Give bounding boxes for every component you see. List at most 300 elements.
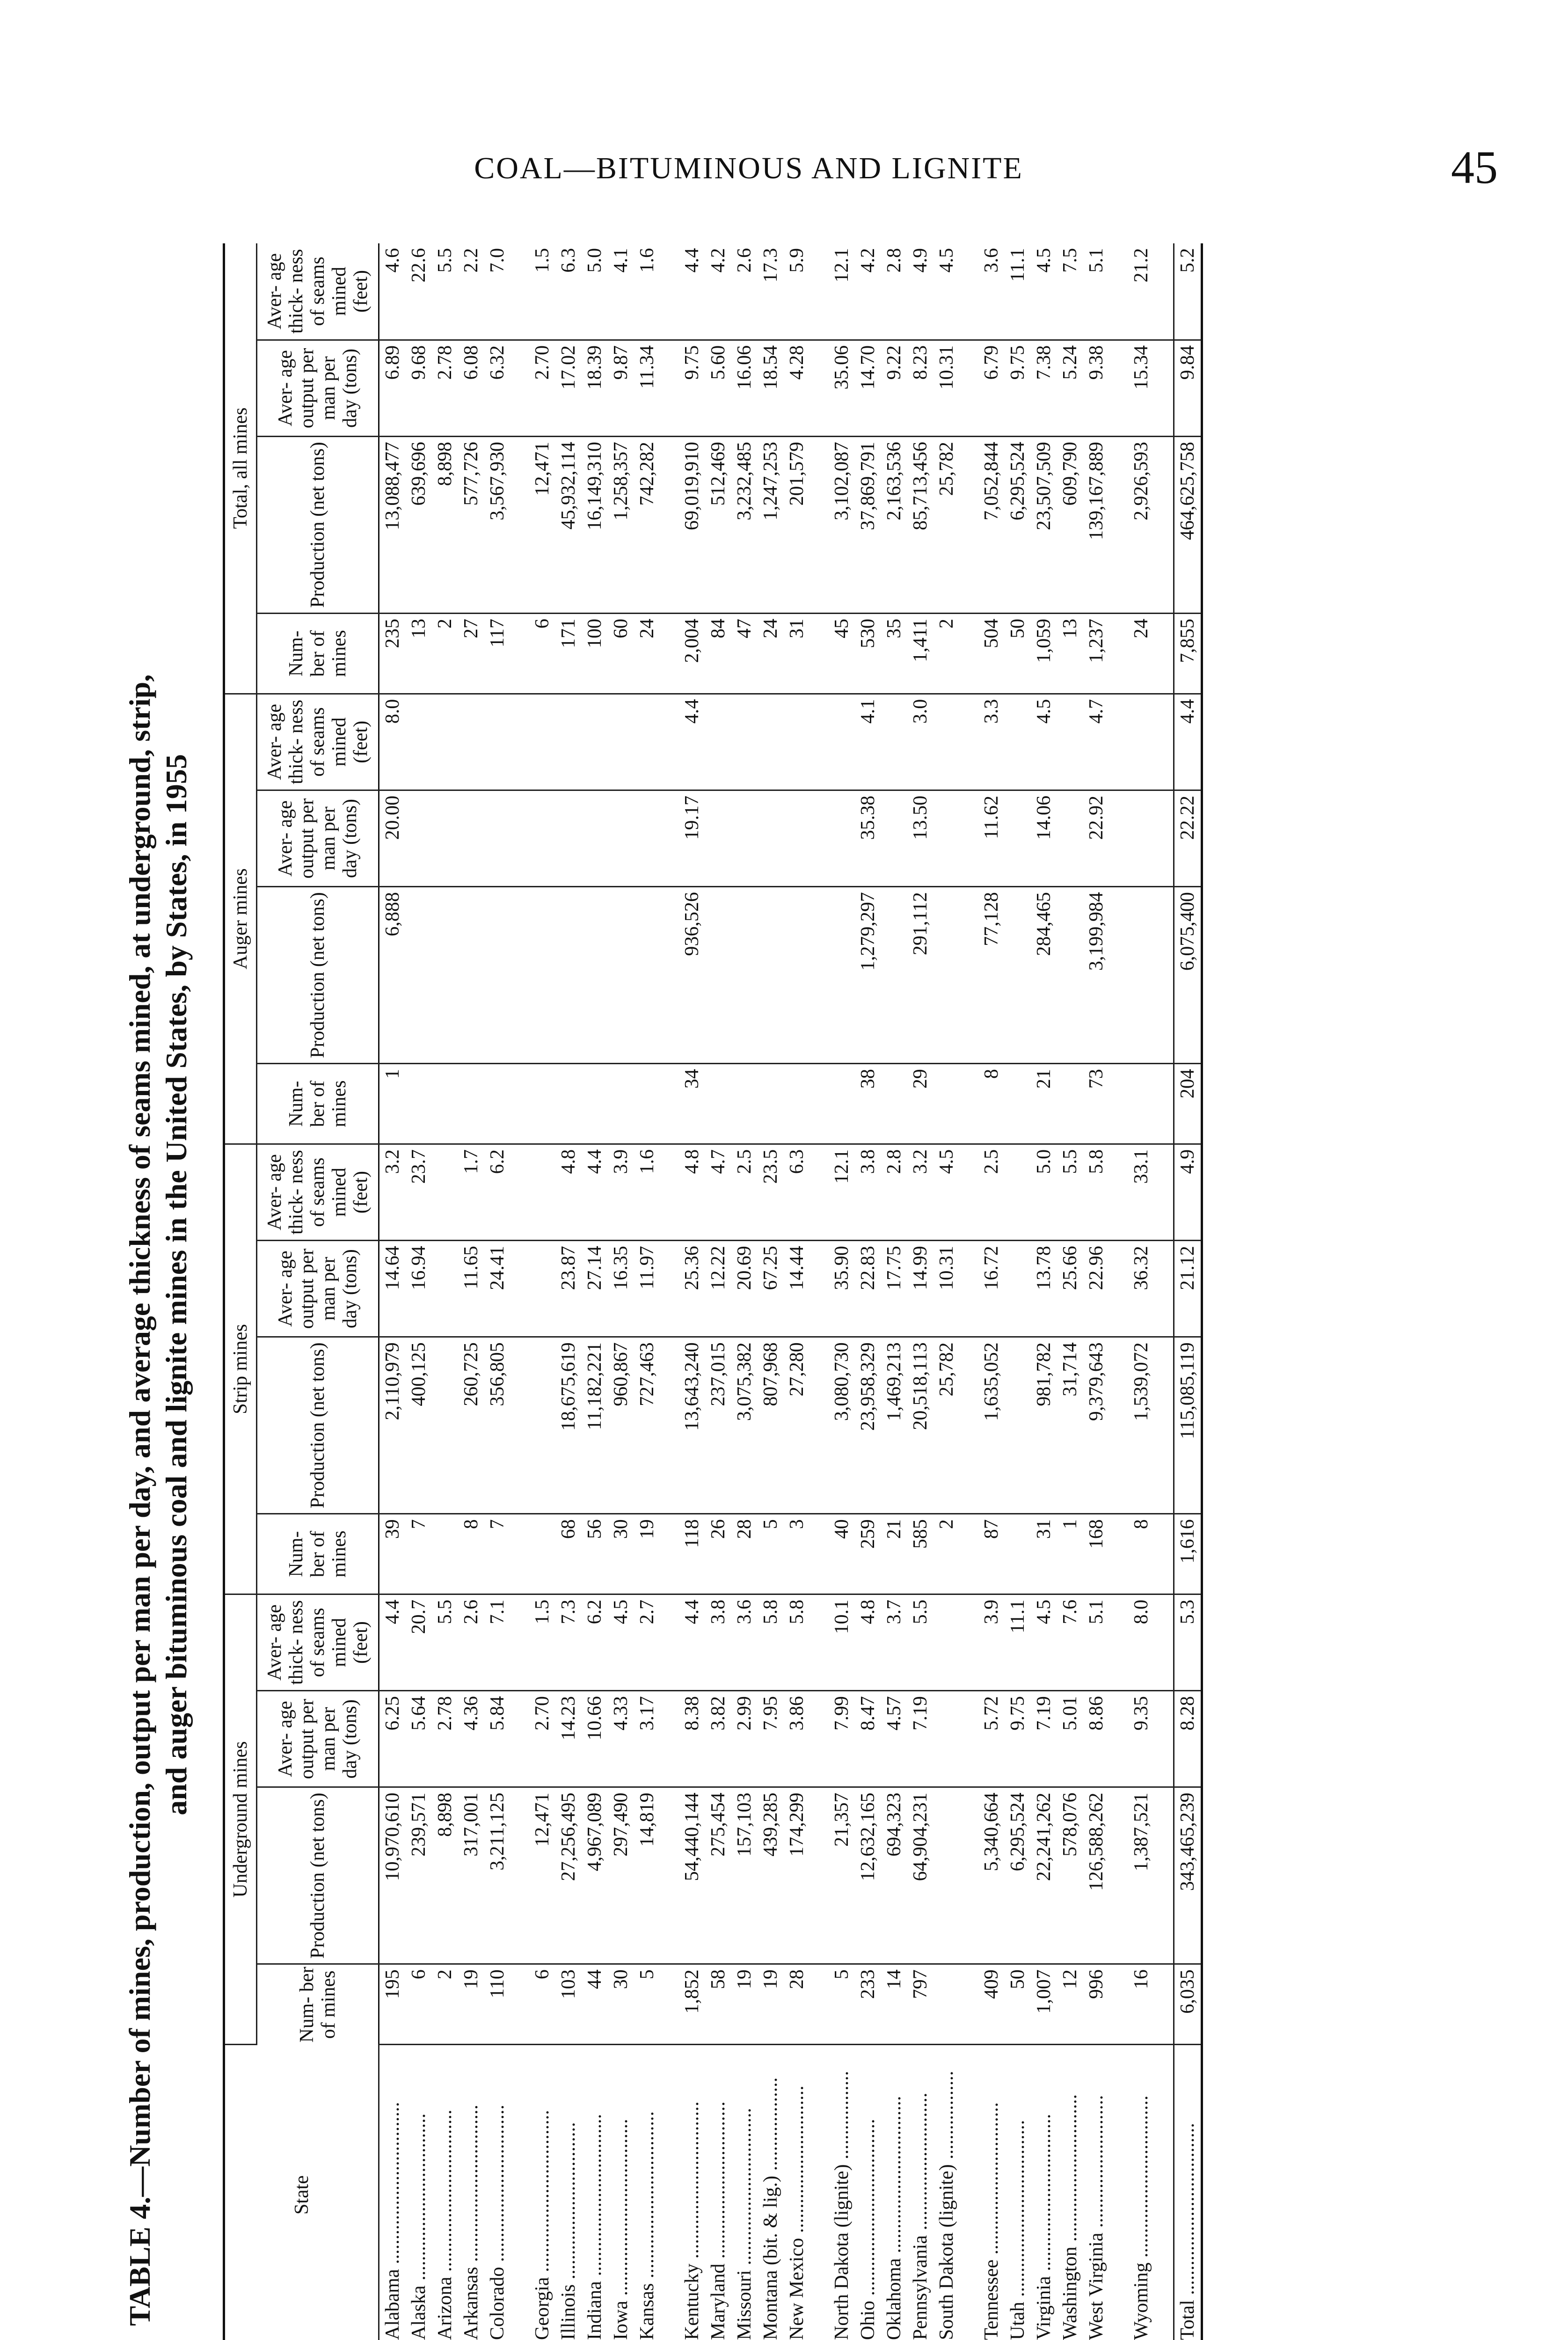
empty-cell: [660, 1241, 679, 1337]
underground-output-per-man-day-header: Aver- age output per man per day (tons): [257, 1691, 379, 1787]
total-number-of-mines-cell: 13: [1057, 613, 1083, 694]
total-seam-thickness-cell: 7.5: [1057, 243, 1083, 340]
underground-output-per-man-day-cell: 10.66: [582, 1691, 608, 1787]
empty-cell: [810, 243, 829, 340]
underground-production-cell: 1,387,521: [1128, 1787, 1154, 1964]
strip-production-cell: [529, 1337, 555, 1514]
total-production-cell: 2,926,593: [1128, 437, 1154, 614]
strip-production-cell: 23,958,329: [855, 1337, 881, 1514]
empty-cell: [1109, 437, 1128, 614]
total-number-of-mines-cell: 100: [582, 613, 608, 694]
empty-cell: [511, 1964, 529, 2045]
auger-production-cell: [731, 887, 758, 1064]
auger-number-of-mines-cell: [555, 1064, 582, 1144]
strip-production-cell: 25,782: [934, 1337, 960, 1514]
empty-cell: [511, 1064, 529, 1144]
state-name-cell: Montana (bit. & lig.) ...................: [760, 2077, 781, 2340]
total-output-per-man-day-cell: 11.34: [634, 340, 660, 436]
empty-cell: [660, 1514, 679, 1594]
auger-production-cell: [406, 887, 432, 1064]
auger-output-per-man-day-cell: [784, 790, 810, 886]
empty-cell: [1154, 887, 1174, 1064]
underground-output-per-man-day-cell: 4.36: [458, 1691, 484, 1787]
total-production-cell: 512,469: [705, 437, 731, 614]
auger-number-of-mines-cell: [529, 1064, 555, 1144]
state-name-cell: Oklahoma ................................: [883, 2096, 905, 2340]
underground-production-cell: 578,076: [1057, 1787, 1083, 1964]
empty-cell: [1154, 613, 1174, 694]
underground-number-of-mines-cell: 12: [1057, 1964, 1083, 2045]
total-number-of-mines-cell: 50: [1005, 613, 1031, 694]
total-seam-thickness-cell: 2.6: [731, 243, 758, 340]
empty-cell: [1154, 1241, 1174, 1337]
underground-production-cell: 10,970,610: [379, 1787, 406, 1964]
underground-seam-thickness-cell: 2.7: [634, 1594, 660, 1691]
rotated-table-block: [122, 243, 1479, 2340]
strip-output-per-man-day-cell: 27.14: [582, 1241, 608, 1337]
empty-cell: [1154, 437, 1174, 614]
empty-cell: [1154, 243, 1174, 340]
underground-number-of-mines-cell: 19: [758, 1964, 784, 2045]
underground-seam-thickness-cell: 8.0: [1128, 1594, 1154, 1691]
table-row: [978, 243, 1005, 2340]
empty-cell: [1154, 1964, 1174, 2045]
underground-output-per-man-day-cell: 4.57: [881, 1691, 907, 1787]
underground-seam-thickness-cell: 7.6: [1057, 1594, 1083, 1691]
auger-seam-thickness-cell: [1057, 694, 1083, 790]
underground-number-of-mines-cell: 996: [1083, 1964, 1109, 2045]
total-number-of-mines-cell: 2: [432, 613, 458, 694]
underground-output-per-man-day-cell: 7.95: [758, 1691, 784, 1787]
empty-cell: [960, 1594, 978, 1691]
strip-production-cell: 9,379,643: [1083, 1337, 1109, 1514]
state-name-cell: Colorado ................................: [487, 2105, 508, 2340]
underground-seam-thickness-cell: 5.5: [907, 1594, 934, 1691]
strip-output-per-man-day-cell: 16.94: [406, 1241, 432, 1337]
auger-production-cell: [881, 887, 907, 1064]
underground-seam-thickness-cell: 1.5: [529, 1594, 555, 1691]
total-output-per-man-day-cell: 9.68: [406, 340, 432, 436]
underground-seam-thickness-cell: 5.3: [1174, 1594, 1202, 1691]
empty-cell: [960, 1144, 978, 1240]
auger-production-cell: [432, 887, 458, 1064]
underground-number-of-mines-cell: 233: [855, 1964, 881, 2045]
auger-number-of-mines-header: Num- ber of mines: [257, 1064, 379, 1144]
total-number-of-mines-cell: 235: [379, 613, 406, 694]
state-name-cell: Missouri ................................: [734, 2108, 755, 2340]
empty-cell: [1109, 887, 1128, 1064]
total-production-cell: 69,019,910: [679, 437, 705, 614]
empty-cell: [511, 1514, 529, 1594]
total-seam-thickness-cell: 12.1: [829, 243, 855, 340]
underground-output-per-man-day-cell: 8.86: [1083, 1691, 1109, 1787]
state-name-cell: Wyoming .................................: [1130, 2095, 1152, 2340]
strip-output-per-man-day-cell: 24.41: [484, 1241, 511, 1337]
strip-output-per-man-day-cell: 23.87: [555, 1241, 582, 1337]
total-number-of-mines-cell: 504: [978, 613, 1005, 694]
underground-seam-thickness-cell: [934, 1594, 960, 1691]
total-output-per-man-day-cell: 8.23: [907, 340, 934, 436]
table-row: [379, 243, 406, 2340]
auger-number-of-mines-cell: 8: [978, 1064, 1005, 1144]
empty-cell: [810, 340, 829, 436]
auger-seam-thickness-cell: [934, 694, 960, 790]
auger-number-of-mines-cell: [608, 1064, 634, 1144]
auger-output-per-man-day-cell: [608, 790, 634, 886]
empty-cell: [660, 2045, 679, 2340]
strip-production-cell: 1,539,072: [1128, 1337, 1154, 1514]
empty-cell: [960, 790, 978, 886]
auger-production-cell: 77,128: [978, 887, 1005, 1064]
table-row: [1128, 243, 1154, 2340]
table-row: [881, 243, 907, 2340]
underground-production-cell: 126,588,262: [1083, 1787, 1109, 1964]
strip-production-cell: 1,469,213: [881, 1337, 907, 1514]
underground-seam-thickness-cell: 4.4: [679, 1594, 705, 1691]
auger-output-per-man-day-cell: 22.92: [1083, 790, 1109, 886]
auger-seam-thickness-cell: [731, 694, 758, 790]
state-name-cell: Virginia ................................: [1033, 2113, 1055, 2340]
total-production-cell: 3,232,485: [731, 437, 758, 614]
strip-output-per-man-day-cell: 67.25: [758, 1241, 784, 1337]
strip-seam-thickness-header: Aver- age thick- ness of seams mined (feet): [257, 1144, 379, 1240]
total-production-cell: 2,163,536: [881, 437, 907, 614]
strip-production-cell: 18,675,619: [555, 1337, 582, 1514]
total-output-per-man-day-cell: 15.34: [1128, 340, 1154, 436]
underground-production-cell: 21,357: [829, 1787, 855, 1964]
total-output-per-man-day-cell: 9.87: [608, 340, 634, 436]
table-row: [784, 243, 810, 2340]
auger-number-of-mines-cell: [731, 1064, 758, 1144]
auger-output-per-man-day-cell: [529, 790, 555, 886]
auger-production-cell: [784, 887, 810, 1064]
strip-number-of-mines-cell: 2: [934, 1514, 960, 1594]
auger-number-of-mines-cell: [1128, 1064, 1154, 1144]
table-row: [608, 243, 634, 2340]
strip-production-cell: 13,643,240: [679, 1337, 705, 1514]
total-output-per-man-day-cell: 9.22: [881, 340, 907, 436]
state-name-cell: Tennessee ...............................: [981, 2102, 1002, 2340]
auger-output-per-man-day-cell: 19.17: [679, 790, 705, 886]
total-number-of-mines-cell: 24: [634, 613, 660, 694]
auger-output-per-man-day-cell: 20.00: [379, 790, 406, 886]
underground-seam-thickness-cell: 7.1: [484, 1594, 511, 1691]
empty-cell: [511, 1691, 529, 1787]
underground-output-per-man-day-cell: 7.19: [1031, 1691, 1057, 1787]
total-production-cell: 1,258,357: [608, 437, 634, 614]
auger-output-per-man-day-cell: [582, 790, 608, 886]
strip-output-per-man-day-header: Aver- age output per man per day (tons): [257, 1241, 379, 1337]
underground-seam-thickness-cell: 2.6: [458, 1594, 484, 1691]
auger-number-of-mines-cell: [582, 1064, 608, 1144]
total-row: [1174, 243, 1202, 2340]
total-output-per-man-day-cell: 5.60: [705, 340, 731, 436]
total-production-cell: 464,625,758: [1174, 437, 1202, 614]
state-name-cell: Arizona .................................: [434, 2109, 456, 2340]
empty-cell: [1109, 1594, 1128, 1691]
total-number-of-mines-cell: 35: [881, 613, 907, 694]
strip-output-per-man-day-cell: 25.36: [679, 1241, 705, 1337]
strip-production-cell: 20,518,113: [907, 1337, 934, 1514]
auger-production-cell: [582, 887, 608, 1064]
table-bottom-rule: [1202, 243, 1208, 2340]
auger-output-per-man-day-cell: [432, 790, 458, 886]
strip-production-cell: 3,075,382: [731, 1337, 758, 1514]
total-number-of-mines-cell: 6: [529, 613, 555, 694]
state-name-cell: Pennsylvania ............................: [910, 2092, 931, 2340]
strip-seam-thickness-cell: 2.5: [978, 1144, 1005, 1240]
total-number-of-mines-header: Num- ber of mines: [257, 613, 379, 694]
group-header-underground: Underground mines: [224, 1594, 257, 2045]
total-production-cell: 12,471: [529, 437, 555, 614]
total-production-header: Production (net tons): [257, 437, 379, 614]
underground-production-cell: 439,285: [758, 1787, 784, 1964]
empty-cell: [1154, 790, 1174, 886]
empty-cell: [960, 1691, 978, 1787]
table-row: [934, 243, 960, 2340]
strip-number-of-mines-cell: 31: [1031, 1514, 1057, 1594]
underground-seam-thickness-cell: 5.8: [784, 1594, 810, 1691]
auger-seam-thickness-header: Aver- age thick- ness of seams mined (feet): [257, 694, 379, 790]
strip-output-per-man-day-cell: 10.31: [934, 1241, 960, 1337]
strip-number-of-mines-cell: 118: [679, 1514, 705, 1594]
total-number-of-mines-cell: 60: [608, 613, 634, 694]
strip-production-cell: 400,125: [406, 1337, 432, 1514]
empty-cell: [960, 340, 978, 436]
column-subheaders: [257, 243, 379, 2340]
underground-seam-thickness-cell: 3.9: [978, 1594, 1005, 1691]
strip-number-of-mines-cell: 8: [458, 1514, 484, 1594]
empty-cell: [660, 1064, 679, 1144]
total-seam-thickness-cell: 4.1: [608, 243, 634, 340]
total-production-cell: 13,088,477: [379, 437, 406, 614]
underground-number-of-mines-cell: 16: [1128, 1964, 1154, 2045]
empty-cell: [1109, 1691, 1128, 1787]
total-number-of-mines-cell: 24: [758, 613, 784, 694]
empty-cell: [810, 1064, 829, 1144]
underground-number-of-mines-cell: 110: [484, 1964, 511, 2045]
strip-seam-thickness-cell: 3.8: [855, 1144, 881, 1240]
auger-output-per-man-day-cell: [1128, 790, 1154, 886]
state-name-cell: Arkansas ................................: [460, 2105, 482, 2340]
strip-output-per-man-day-cell: 14.64: [379, 1241, 406, 1337]
underground-production-cell: 14,819: [634, 1787, 660, 1964]
auger-production-cell: [829, 887, 855, 1064]
auger-production-cell: 1,279,297: [855, 887, 881, 1064]
auger-number-of-mines-cell: [758, 1064, 784, 1144]
strip-seam-thickness-cell: [432, 1144, 458, 1240]
auger-production-cell: [608, 887, 634, 1064]
strip-seam-thickness-cell: 4.8: [555, 1144, 582, 1240]
total-seam-thickness-cell: 17.3: [758, 243, 784, 340]
strip-number-of-mines-cell: 28: [731, 1514, 758, 1594]
strip-output-per-man-day-cell: 14.44: [784, 1241, 810, 1337]
total-production-cell: 639,696: [406, 437, 432, 614]
empty-cell: [1109, 2045, 1128, 2340]
total-seam-thickness-cell: 4.2: [705, 243, 731, 340]
strip-production-cell: 237,015: [705, 1337, 731, 1514]
underground-production-cell: 12,471: [529, 1787, 555, 1964]
total-output-per-man-day-cell: 18.39: [582, 340, 608, 436]
empty-cell: [1109, 1337, 1128, 1514]
empty-cell: [1109, 790, 1128, 886]
underground-seam-thickness-cell: 20.7: [406, 1594, 432, 1691]
empty-cell: [960, 243, 978, 340]
strip-seam-thickness-cell: 5.0: [1031, 1144, 1057, 1240]
table-row: [907, 243, 934, 2340]
underground-output-per-man-day-cell: 7.19: [907, 1691, 934, 1787]
underground-number-of-mines-cell: 409: [978, 1964, 1005, 2045]
underground-output-per-man-day-cell: 6.25: [379, 1691, 406, 1787]
empty-cell: [660, 437, 679, 614]
row-separator: [660, 243, 679, 2340]
table-caption: [122, 243, 195, 2340]
empty-cell: [511, 340, 529, 436]
strip-output-per-man-day-cell: 11.97: [634, 1241, 660, 1337]
underground-seam-thickness-cell: 4.4: [379, 1594, 406, 1691]
table-row: [1005, 243, 1031, 2340]
strip-seam-thickness-cell: 2.5: [731, 1144, 758, 1240]
strip-seam-thickness-cell: 5.8: [1083, 1144, 1109, 1240]
total-production-cell: 139,167,889: [1083, 437, 1109, 614]
total-seam-thickness-cell: 4.2: [855, 243, 881, 340]
table-row: [679, 243, 705, 2340]
state-name-cell: Alabama .................................: [382, 2102, 403, 2340]
strip-output-per-man-day-cell: 35.90: [829, 1241, 855, 1337]
empty-cell: [660, 1691, 679, 1787]
underground-number-of-mines-cell: 103: [555, 1964, 582, 2045]
empty-cell: [1154, 1064, 1174, 1144]
underground-production-cell: [934, 1787, 960, 1964]
total-output-per-man-day-cell: 6.08: [458, 340, 484, 436]
group-header-strip: Strip mines: [224, 1144, 257, 1594]
auger-output-per-man-day-cell: 13.50: [907, 790, 934, 886]
table-row: [1057, 243, 1083, 2340]
auger-number-of-mines-cell: [1057, 1064, 1083, 1144]
empty-cell: [511, 437, 529, 614]
table-row: [555, 243, 582, 2340]
total-number-of-mines-cell: 13: [406, 613, 432, 694]
strip-seam-thickness-cell: 6.2: [484, 1144, 511, 1240]
strip-output-per-man-day-cell: [529, 1241, 555, 1337]
total-output-per-man-day-cell: 4.28: [784, 340, 810, 436]
strip-output-per-man-day-cell: 21.12: [1174, 1241, 1202, 1337]
total-seam-thickness-cell: 4.4: [679, 243, 705, 340]
underground-number-of-mines-cell: 797: [907, 1964, 934, 2045]
running-head: COAL—BITUMINOUS AND LIGNITE: [474, 151, 1023, 185]
auger-seam-thickness-cell: [406, 694, 432, 790]
auger-production-cell: 6,075,400: [1174, 887, 1202, 1064]
underground-number-of-mines-cell: 58: [705, 1964, 731, 2045]
empty-cell: [660, 1144, 679, 1240]
underground-number-of-mines-cell: 1,852: [679, 1964, 705, 2045]
total-seam-thickness-cell: 7.0: [484, 243, 511, 340]
empty-cell: [511, 887, 529, 1064]
empty-cell: [960, 613, 978, 694]
underground-seam-thickness-cell: 6.2: [582, 1594, 608, 1691]
auger-production-cell: [634, 887, 660, 1064]
empty-cell: [1109, 243, 1128, 340]
strip-seam-thickness-cell: 4.8: [679, 1144, 705, 1240]
total-seam-thickness-cell: 4.5: [934, 243, 960, 340]
strip-number-of-mines-cell: 7: [406, 1514, 432, 1594]
auger-number-of-mines-cell: 38: [855, 1064, 881, 1144]
auger-seam-thickness-cell: [582, 694, 608, 790]
strip-output-per-man-day-cell: [1005, 1241, 1031, 1337]
underground-seam-thickness-cell: 4.8: [855, 1594, 881, 1691]
caption-line-2: and auger bituminous coal and lignite mines in the United States, by States, in 1955: [160, 754, 193, 1815]
strip-seam-thickness-cell: [529, 1144, 555, 1240]
strip-number-of-mines-cell: [432, 1514, 458, 1594]
empty-cell: [511, 1241, 529, 1337]
total-production-cell: 85,713,456: [907, 437, 934, 614]
strip-output-per-man-day-cell: 20.69: [731, 1241, 758, 1337]
empty-cell: [1154, 2045, 1174, 2340]
total-output-per-man-day-cell: 7.38: [1031, 340, 1057, 436]
empty-cell: [660, 1337, 679, 1514]
state-name-cell: North Dakota (lignite) ..................: [831, 2070, 853, 2340]
state-name-cell: Utah ....................................: [1007, 2120, 1028, 2340]
auger-number-of-mines-cell: 204: [1174, 1064, 1202, 1144]
total-seam-thickness-cell: 21.2: [1128, 243, 1154, 340]
empty-cell: [660, 1594, 679, 1691]
strip-output-per-man-day-cell: 25.66: [1057, 1241, 1083, 1337]
strip-number-of-mines-cell: 1: [1057, 1514, 1083, 1594]
auger-seam-thickness-cell: [529, 694, 555, 790]
empty-cell: [810, 790, 829, 886]
total-output-per-man-day-cell: 9.38: [1083, 340, 1109, 436]
empty-cell: [1154, 1594, 1174, 1691]
strip-seam-thickness-cell: 1.7: [458, 1144, 484, 1240]
empty-cell: [1154, 1337, 1174, 1514]
table-row: [432, 243, 458, 2340]
total-seam-thickness-cell: 4.6: [379, 243, 406, 340]
total-production-cell: 577,726: [458, 437, 484, 614]
empty-cell: [660, 694, 679, 790]
underground-seam-thickness-cell: 10.1: [829, 1594, 855, 1691]
auger-number-of-mines-cell: [784, 1064, 810, 1144]
strip-number-of-mines-cell: 19: [634, 1514, 660, 1594]
auger-output-per-man-day-cell: 11.62: [978, 790, 1005, 886]
auger-number-of-mines-cell: [934, 1064, 960, 1144]
underground-output-per-man-day-cell: 5.84: [484, 1691, 511, 1787]
total-seam-thickness-cell: 22.6: [406, 243, 432, 340]
strip-seam-thickness-cell: 6.3: [784, 1144, 810, 1240]
state-name-cell: Georgia .................................: [532, 2110, 553, 2340]
total-output-per-man-day-cell: 16.06: [731, 340, 758, 436]
strip-number-of-mines-cell: 259: [855, 1514, 881, 1594]
underground-production-cell: 8,898: [432, 1787, 458, 1964]
underground-output-per-man-day-cell: 9.75: [1005, 1691, 1031, 1787]
underground-number-of-mines-cell: 195: [379, 1964, 406, 2045]
underground-number-of-mines-cell: 1,007: [1031, 1964, 1057, 2045]
auger-production-header: Production (net tons): [257, 887, 379, 1064]
strip-seam-thickness-cell: 2.8: [881, 1144, 907, 1240]
table-row: [458, 243, 484, 2340]
table-row: [1083, 243, 1109, 2340]
auger-seam-thickness-cell: [829, 694, 855, 790]
total-number-of-mines-cell: 1,059: [1031, 613, 1057, 694]
empty-cell: [810, 1964, 829, 2045]
empty-cell: [810, 887, 829, 1064]
underground-seam-thickness-cell: 5.5: [432, 1594, 458, 1691]
empty-cell: [660, 340, 679, 436]
empty-cell: [511, 1594, 529, 1691]
auger-output-per-man-day-cell: [458, 790, 484, 886]
underground-production-cell: 3,211,125: [484, 1787, 511, 1964]
empty-cell: [810, 437, 829, 614]
empty-cell: [511, 243, 529, 340]
